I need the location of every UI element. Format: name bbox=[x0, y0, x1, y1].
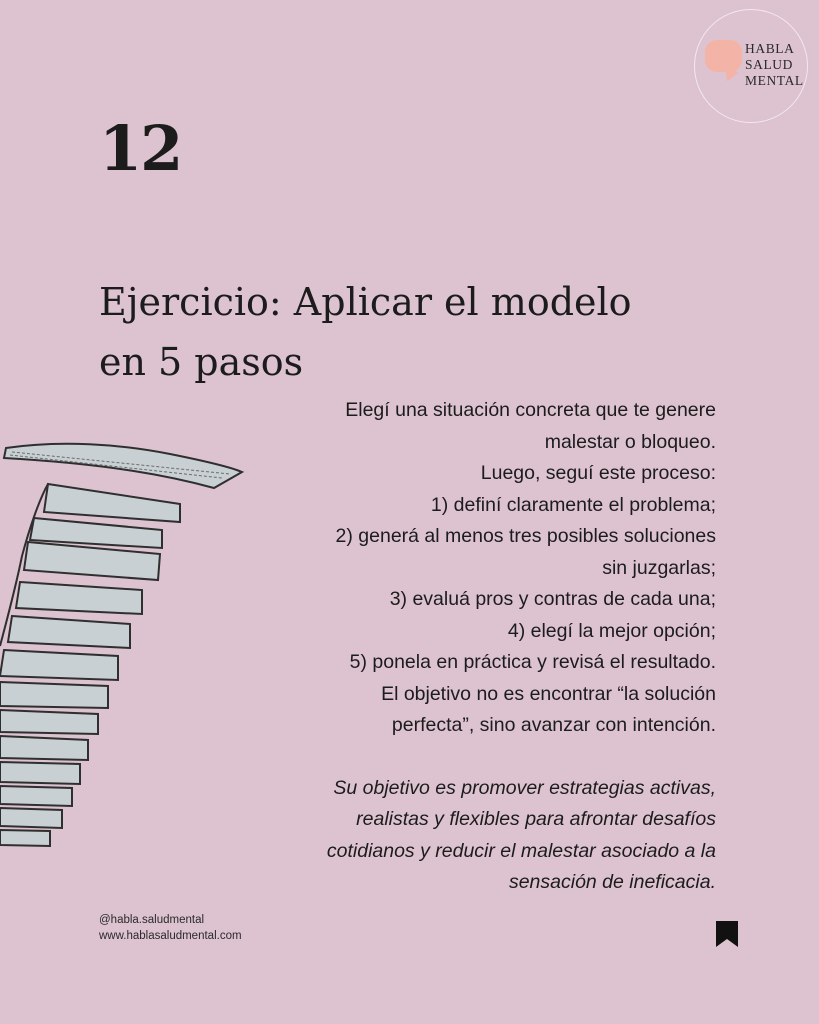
bookmark-icon[interactable] bbox=[716, 921, 738, 947]
brand-name-line: MENTAL bbox=[745, 73, 804, 88]
speech-bubble-icon bbox=[705, 40, 742, 72]
paragraph-gap bbox=[196, 742, 716, 773]
body-line: 4) elegí la mejor opción; bbox=[507, 619, 716, 642]
body-line: Elegí una situación concreta que te genere bbox=[345, 399, 716, 421]
brand-name bbox=[745, 41, 804, 89]
website-link[interactable]: www.hablasaludmental.com bbox=[99, 930, 242, 942]
objective-line: realistas y flexibles para afrontar desafíos bbox=[356, 808, 716, 830]
objective-line: cotidianos y reducir el malestar asociado a la bbox=[326, 839, 716, 862]
body-line: sin juzgarlas; bbox=[602, 556, 716, 579]
objective-line: sensación de ineficacia. bbox=[508, 871, 716, 893]
title-line: en 5 pasos bbox=[99, 340, 304, 384]
body-line: 3) evaluá pros y contras de cada una; bbox=[389, 588, 716, 610]
body-line: perfecta”, sino avanzar con intención. bbox=[391, 714, 716, 736]
body-line: Luego, seguí este proceso: bbox=[480, 462, 716, 484]
brand-name-line: HABLA bbox=[745, 41, 795, 56]
objective-line: Su objetivo es promover estrategias activas, bbox=[333, 776, 716, 799]
body-line: 2) generá al menos tres posibles soluciones bbox=[335, 525, 716, 547]
page-title bbox=[99, 272, 719, 392]
footer-credits bbox=[99, 912, 242, 944]
exercise-description bbox=[196, 395, 716, 899]
body-line: 5) ponela en práctica y revisá el resultado. bbox=[349, 651, 716, 673]
title-line: Ejercicio: Aplicar el modelo bbox=[99, 280, 632, 324]
slide-number: 12 bbox=[99, 112, 182, 185]
brand-name-line: SALUD bbox=[745, 57, 794, 72]
instagram-handle[interactable]: @habla.saludmental bbox=[99, 914, 205, 926]
body-line: malestar o bloqueo. bbox=[544, 430, 716, 453]
body-line: 1) definí claramente el problema; bbox=[430, 493, 716, 516]
body-line: El objetivo no es encontrar “la solución bbox=[381, 682, 716, 705]
